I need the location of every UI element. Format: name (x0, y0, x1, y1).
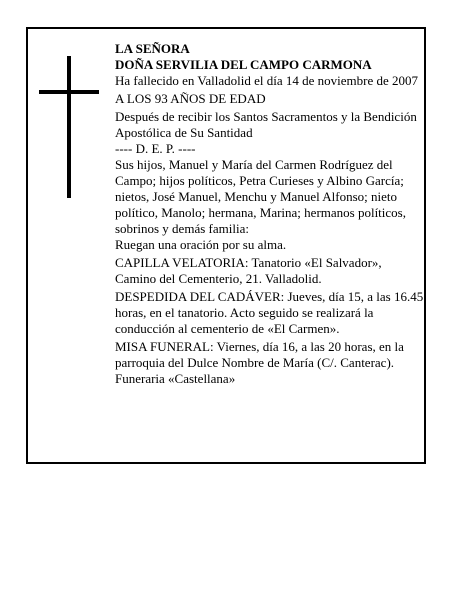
prayer-line: Ruegan una oración por su alma. (115, 237, 287, 252)
rip-line: ---- D. E. P. ---- (115, 141, 196, 156)
obituary-text (115, 41, 425, 387)
farewell-line: DESPEDIDA DEL CADÁVER: Jueves, día 15, a las 16.45 horas, en el tanatorio. Acto seguido se realizará la conducción al cementerio de «El Carmen». (115, 289, 424, 336)
cross-icon-bar (39, 90, 99, 94)
cross-icon (67, 56, 71, 198)
family-line: Sus hijos, Manuel y María del Carmen Rodríguez del Campo; hijos políticos, Petra Curieses y Albino García; nietos, José Manuel, Menchu y Manuel Alfonso; nieto político, Manolo; hermana, Marina; hermanos políticos, sobrinos y demás familia: (115, 157, 406, 236)
sacraments-line: Después de recibir los Santos Sacramentos y la Bendición Apostólica de Su Santidad (115, 109, 417, 140)
funeral-home-line: Funeraria «Castellana» (115, 371, 236, 386)
title-line: LA SEÑORA (115, 41, 190, 56)
death-announcement: Ha fallecido en Valladolid el día 14 de noviembre de 2007 (115, 73, 418, 88)
deceased-name: DOÑA SERVILIA DEL CAMPO CARMONA (115, 57, 372, 72)
funeral-mass-line: MISA FUNERAL: Viernes, día 16, a las 20 horas, en la parroquia del Dulce Nombre de María (C/. Canterac). (115, 339, 404, 370)
age-line: A LOS 93 AÑOS DE EDAD (115, 91, 266, 106)
chapel-line: CAPILLA VELATORIA: Tanatorio «El Salvador», Camino del Cementerio, 21. Valladolid. (115, 255, 382, 286)
obituary-card (26, 27, 426, 464)
